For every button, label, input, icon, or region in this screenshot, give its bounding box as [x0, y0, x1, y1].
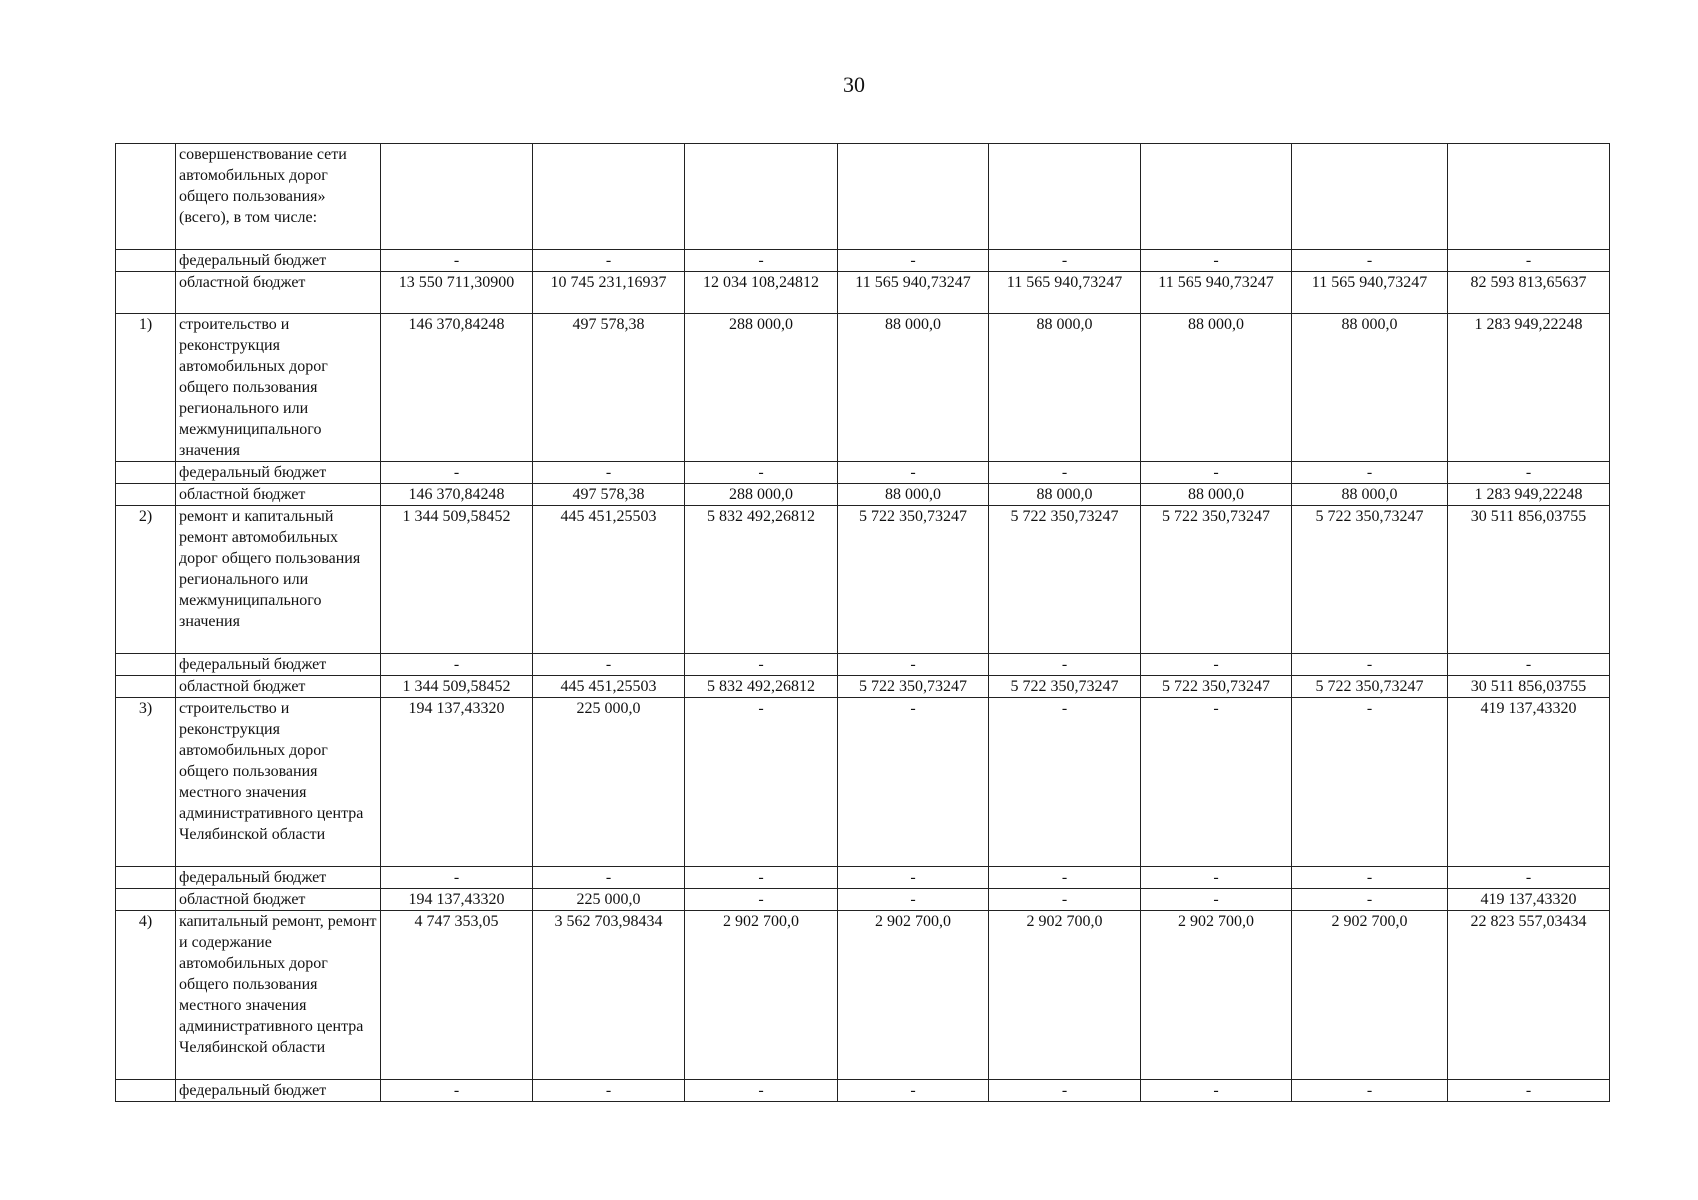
- table-row: [116, 462, 1610, 484]
- value-cell: 88 000,0: [1292, 314, 1448, 462]
- value-cell: 225 000,0: [533, 889, 685, 911]
- value-cell: -: [989, 250, 1141, 272]
- value-cell: -: [838, 462, 989, 484]
- value-cell: -: [1292, 250, 1448, 272]
- value-cell: -: [838, 698, 989, 867]
- value-cell: 1 344 509,58452: [381, 506, 533, 654]
- row-number: [116, 250, 176, 272]
- row-description: строительство и реконструкция автомобильных дорог общего пользования регионального или межмуниципального значения: [176, 314, 381, 462]
- value-cell: 12 034 108,24812: [685, 272, 838, 314]
- row-number: 3): [116, 698, 176, 867]
- value-cell: -: [381, 250, 533, 272]
- value-cell: 5 722 350,73247: [1292, 676, 1448, 698]
- row-number: [116, 272, 176, 314]
- value-cell: -: [1292, 867, 1448, 889]
- table-row: [116, 144, 1610, 250]
- value-cell: -: [533, 654, 685, 676]
- value-cell: 419 137,43320: [1448, 889, 1610, 911]
- value-cell: 1 344 509,58452: [381, 676, 533, 698]
- table-row: [116, 698, 1610, 867]
- value-cell: -: [989, 698, 1141, 867]
- row-number: 2): [116, 506, 176, 654]
- value-cell: -: [838, 867, 989, 889]
- value-cell: 11 565 940,73247: [838, 272, 989, 314]
- table-row: [116, 250, 1610, 272]
- value-cell: -: [533, 250, 685, 272]
- row-number: 4): [116, 911, 176, 1080]
- row-number: [116, 654, 176, 676]
- row-description: капитальный ремонт, ремонт и содержание автомобильных дорог общего пользования местного значения административного центра Челябинской области: [176, 911, 381, 1080]
- value-cell: 1 283 949,22248: [1448, 314, 1610, 462]
- value-cell: 1 283 949,22248: [1448, 484, 1610, 506]
- value-cell: 88 000,0: [838, 314, 989, 462]
- value-cell: 5 722 350,73247: [989, 676, 1141, 698]
- row-number: [116, 144, 176, 250]
- value-cell: [685, 144, 838, 250]
- value-cell: -: [989, 654, 1141, 676]
- table-row: [116, 272, 1610, 314]
- value-cell: -: [1292, 462, 1448, 484]
- value-cell: -: [381, 654, 533, 676]
- table-row: [116, 867, 1610, 889]
- value-cell: -: [989, 462, 1141, 484]
- value-cell: 5 832 492,26812: [685, 506, 838, 654]
- table-row: [116, 911, 1610, 1080]
- value-cell: 146 370,84248: [381, 484, 533, 506]
- value-cell: 88 000,0: [989, 484, 1141, 506]
- value-cell: -: [1292, 1080, 1448, 1102]
- value-cell: -: [989, 889, 1141, 911]
- value-cell: -: [838, 1080, 989, 1102]
- value-cell: 2 902 700,0: [989, 911, 1141, 1080]
- table-row: [116, 314, 1610, 462]
- budget-table: [115, 143, 1610, 1102]
- value-cell: -: [381, 462, 533, 484]
- value-cell: -: [989, 1080, 1141, 1102]
- value-cell: 5 722 350,73247: [1141, 676, 1292, 698]
- value-cell: -: [685, 889, 838, 911]
- value-cell: 2 902 700,0: [838, 911, 989, 1080]
- value-cell: 146 370,84248: [381, 314, 533, 462]
- row-number: [116, 676, 176, 698]
- value-cell: -: [1292, 654, 1448, 676]
- value-cell: -: [1448, 250, 1610, 272]
- value-cell: 11 565 940,73247: [989, 272, 1141, 314]
- table-row: [116, 484, 1610, 506]
- row-description: федеральный бюджет: [176, 462, 381, 484]
- value-cell: -: [685, 698, 838, 867]
- value-cell: 225 000,0: [533, 698, 685, 867]
- value-cell: [533, 144, 685, 250]
- value-cell: -: [989, 867, 1141, 889]
- value-cell: 5 832 492,26812: [685, 676, 838, 698]
- value-cell: 88 000,0: [1292, 484, 1448, 506]
- value-cell: 194 137,43320: [381, 889, 533, 911]
- value-cell: [1141, 144, 1292, 250]
- value-cell: 5 722 350,73247: [989, 506, 1141, 654]
- value-cell: 419 137,43320: [1448, 698, 1610, 867]
- value-cell: 11 565 940,73247: [1292, 272, 1448, 314]
- row-number: [116, 889, 176, 911]
- row-description: областной бюджет: [176, 676, 381, 698]
- value-cell: -: [685, 250, 838, 272]
- table-row: [116, 1080, 1610, 1102]
- value-cell: -: [838, 889, 989, 911]
- row-description: областной бюджет: [176, 484, 381, 506]
- value-cell: [1292, 144, 1448, 250]
- value-cell: -: [381, 1080, 533, 1102]
- value-cell: 88 000,0: [1141, 314, 1292, 462]
- value-cell: -: [533, 1080, 685, 1102]
- value-cell: 497 578,38: [533, 484, 685, 506]
- table-row: [116, 506, 1610, 654]
- row-number: [116, 462, 176, 484]
- table-row: [116, 889, 1610, 911]
- value-cell: -: [1141, 1080, 1292, 1102]
- value-cell: -: [533, 867, 685, 889]
- value-cell: 3 562 703,98434: [533, 911, 685, 1080]
- value-cell: -: [685, 867, 838, 889]
- value-cell: 88 000,0: [838, 484, 989, 506]
- value-cell: -: [685, 462, 838, 484]
- value-cell: 288 000,0: [685, 314, 838, 462]
- table-row: [116, 654, 1610, 676]
- value-cell: 30 511 856,03755: [1448, 506, 1610, 654]
- value-cell: [989, 144, 1141, 250]
- row-description: федеральный бюджет: [176, 250, 381, 272]
- value-cell: -: [1292, 698, 1448, 867]
- value-cell: -: [838, 250, 989, 272]
- value-cell: -: [1292, 889, 1448, 911]
- value-cell: -: [1141, 867, 1292, 889]
- value-cell: -: [1448, 462, 1610, 484]
- row-description: строительство и реконструкция автомобильных дорог общего пользования местного значения административного центра Челябинской области: [176, 698, 381, 867]
- row-description: областной бюджет: [176, 272, 381, 314]
- value-cell: -: [1141, 698, 1292, 867]
- value-cell: [381, 144, 533, 250]
- value-cell: 288 000,0: [685, 484, 838, 506]
- value-cell: -: [1141, 654, 1292, 676]
- value-cell: 445 451,25503: [533, 506, 685, 654]
- value-cell: 4 747 353,05: [381, 911, 533, 1080]
- value-cell: -: [838, 654, 989, 676]
- value-cell: 194 137,43320: [381, 698, 533, 867]
- value-cell: -: [1448, 654, 1610, 676]
- value-cell: 10 745 231,16937: [533, 272, 685, 314]
- row-description: федеральный бюджет: [176, 867, 381, 889]
- table-body: [116, 144, 1610, 1102]
- value-cell: 5 722 350,73247: [1292, 506, 1448, 654]
- row-number: [116, 1080, 176, 1102]
- value-cell: [838, 144, 989, 250]
- value-cell: -: [1448, 867, 1610, 889]
- value-cell: 2 902 700,0: [1292, 911, 1448, 1080]
- value-cell: -: [1141, 250, 1292, 272]
- row-description: совершенствование сети автомобильных дорог общего пользования» (всего), в том числе:: [176, 144, 381, 250]
- value-cell: 11 565 940,73247: [1141, 272, 1292, 314]
- table-row: [116, 676, 1610, 698]
- value-cell: 22 823 557,03434: [1448, 911, 1610, 1080]
- value-cell: -: [1141, 462, 1292, 484]
- value-cell: 88 000,0: [1141, 484, 1292, 506]
- value-cell: 445 451,25503: [533, 676, 685, 698]
- row-description: областной бюджет: [176, 889, 381, 911]
- value-cell: 30 511 856,03755: [1448, 676, 1610, 698]
- value-cell: 5 722 350,73247: [838, 676, 989, 698]
- page-number: 30: [843, 72, 865, 97]
- row-description: федеральный бюджет: [176, 1080, 381, 1102]
- value-cell: 5 722 350,73247: [838, 506, 989, 654]
- row-number: [116, 484, 176, 506]
- row-number: 1): [116, 314, 176, 462]
- value-cell: 2 902 700,0: [1141, 911, 1292, 1080]
- value-cell: -: [685, 654, 838, 676]
- value-cell: 5 722 350,73247: [1141, 506, 1292, 654]
- value-cell: -: [1141, 889, 1292, 911]
- value-cell: 13 550 711,30900: [381, 272, 533, 314]
- value-cell: -: [1448, 1080, 1610, 1102]
- row-description: федеральный бюджет: [176, 654, 381, 676]
- value-cell: 2 902 700,0: [685, 911, 838, 1080]
- row-number: [116, 867, 176, 889]
- row-description: ремонт и капитальный ремонт автомобильных дорог общего пользования регионального или межмуниципального значения: [176, 506, 381, 654]
- value-cell: [1448, 144, 1610, 250]
- value-cell: 88 000,0: [989, 314, 1141, 462]
- value-cell: 497 578,38: [533, 314, 685, 462]
- value-cell: 82 593 813,65637: [1448, 272, 1610, 314]
- value-cell: -: [685, 1080, 838, 1102]
- value-cell: -: [533, 462, 685, 484]
- value-cell: -: [381, 867, 533, 889]
